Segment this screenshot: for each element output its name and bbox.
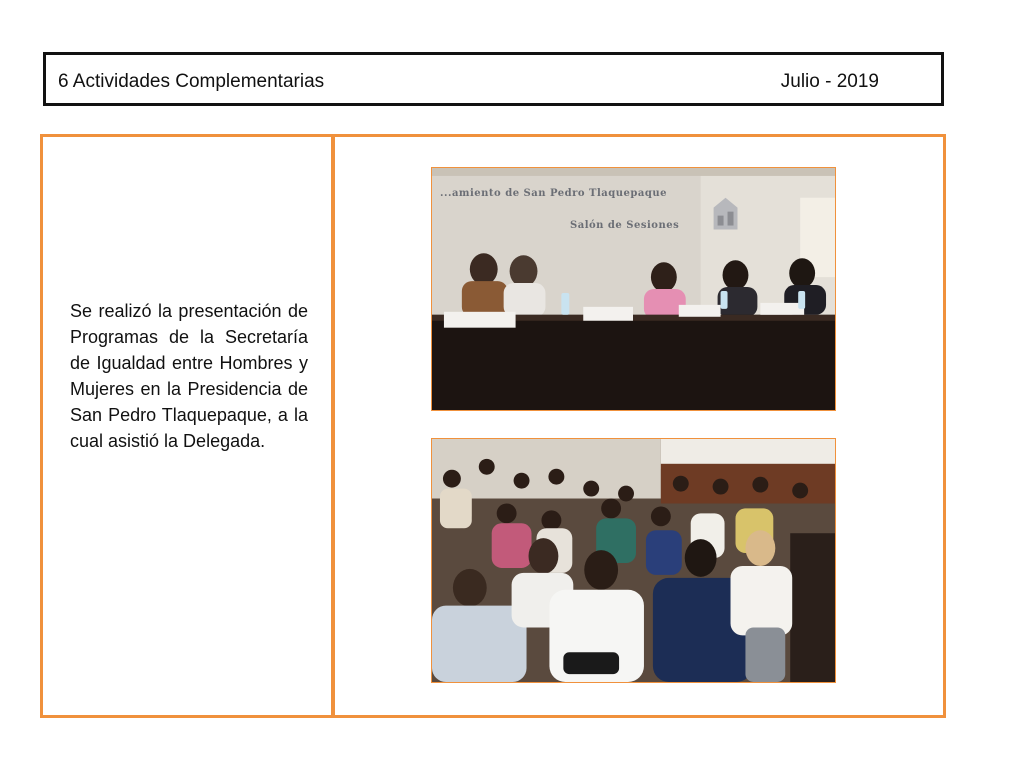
wall-sign-line1: ...amiento de San Pedro Tlaquepaque	[440, 188, 667, 199]
activity-description: Se realizó la presentación de Programas de la Secretaría de Igualdad entre Hombres y Mujeres en la Presidencia de San Pedro Tlaquepaque, a la cual asistió la Delegada.	[70, 301, 308, 451]
meeting-photo	[431, 167, 836, 411]
audience-photo-image	[432, 439, 835, 682]
slide-date: Julio - 2019	[780, 71, 879, 92]
wall-sign-line2: Salón de Sesiones	[570, 220, 680, 231]
slide-title: 6 Actividades Complementarias	[58, 71, 325, 92]
header-box	[43, 52, 944, 106]
audience-photo	[431, 438, 836, 683]
meeting-photo-image	[432, 168, 835, 410]
column-divider	[331, 134, 335, 718]
